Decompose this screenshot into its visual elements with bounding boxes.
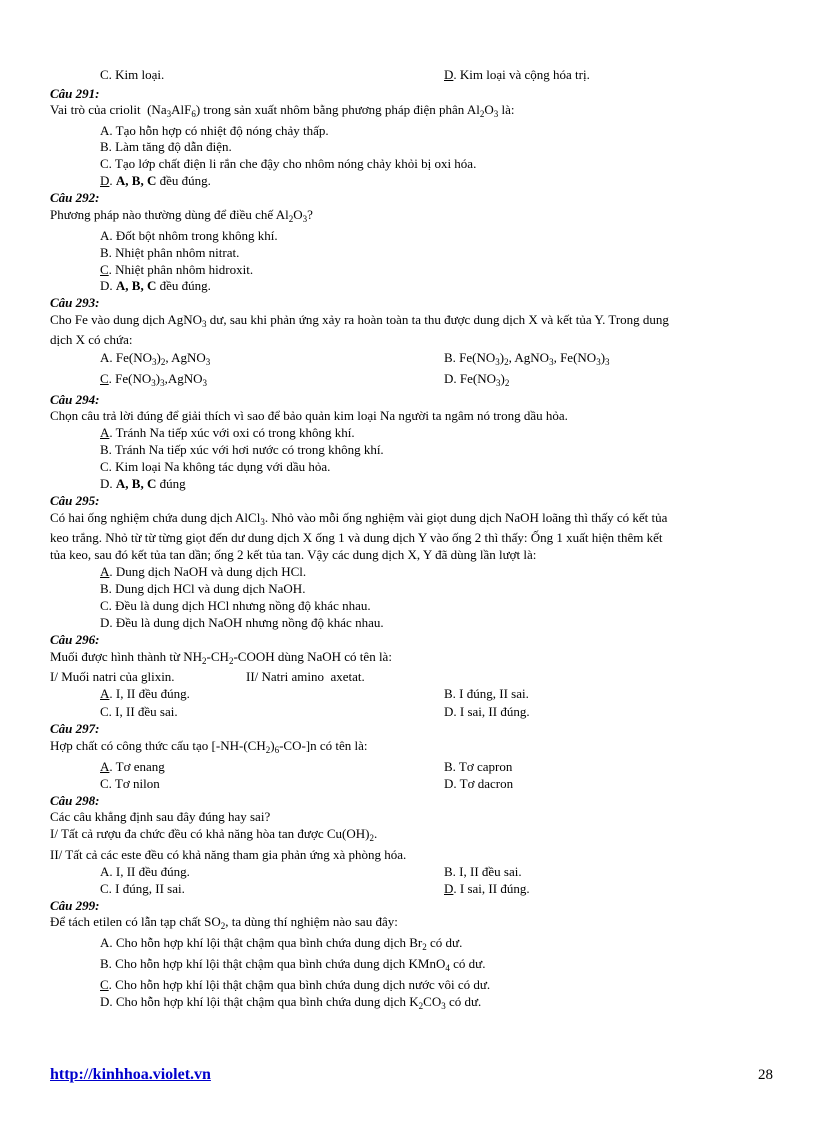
question-heading: Câu 294: [50,392,100,407]
answer-option: C. Đều là dung dịch HCl nhưng nồng độ khác nhau. [100,598,371,613]
question-text: keo trắng. Nhỏ từ từ từng giọt đến dư dung dịch X ống 1 và dung dịch Y vào ống 2 thì thấy: Ống 1 xuất hiện thêm kết [50,530,663,545]
question-heading: Câu 298: [50,793,100,808]
question-text: I/ Muối natri của glixin. [50,669,175,684]
question-heading: Câu 291: [50,86,100,101]
question-text: Phương pháp nào thường dùng để điều chế $Al_2O_3$? [50,207,313,224]
question-text: Hợp chất có công thức cấu tạo $[-NH-(CH_2)_6-CO-]n$ có tên là: [50,738,368,755]
question-text: II/ Natri amino axetat. [246,669,365,684]
answer-option: A. $Fe(NO_3)_2$, AgNO$_3$ [100,350,211,367]
answer-option: D. Tơ dacron [444,776,514,791]
answer-option: B. Tơ capron [444,759,513,774]
answer-option: C. Nhiệt phân nhôm hidroxit. [100,262,254,277]
answer-option: C. I, II đều sai. [100,704,178,719]
answer-option: A. Tránh Na tiếp xúc với oxi có trong không khí. [100,425,355,440]
answer-option: A. Tơ enang [100,759,165,774]
answer-option: D. Cho hỗn hợp khí lội thật chậm qua bình chứa dung dịch $K_2CO_3$ có dư. [100,994,482,1011]
answer-option: B. Dung dịch HCl và dung dịch NaOH. [100,581,306,596]
answer-option: A. Đốt bột nhôm trong không khí. [100,228,278,243]
answer-option: D. A, B, C đều đúng. [100,173,211,188]
footer-link[interactable]: http://kinhhoa.violet.vn [50,1066,211,1083]
answer-option: C. I đúng, II sai. [100,881,185,896]
question-heading: Câu 297: [50,721,100,736]
answer-option: B. I, II đều sai. [444,864,522,879]
answer-option: B. Nhiệt phân nhôm nitrat. [100,245,240,260]
answer-option: C. Tạo lớp chất điện li rắn che đậy cho nhôm nóng chảy khỏi bị oxi hóa. [100,156,477,171]
answer-option: C. Kim loại Na không tác dụng với dầu hỏa. [100,459,331,474]
question-text: dịch X có chứa: [50,332,133,347]
answer-option: A. Tạo hỗn hợp có nhiệt độ nóng chảy thấp. [100,123,329,138]
answer-option: C. Kim loại. [100,67,165,82]
answer-option: B. $Fe(NO_3)_2$, AgNO$_3$, $Fe(NO_3)_3$ [444,350,610,367]
question-text: Cho Fe vào dung dịch AgNO$_3$ dư, sau khi phản ứng xảy ra hoàn toàn ta thu được dung dịch X và kết tủa Y. Trong dung [50,312,669,329]
question-text: Muối được hình thành từ $NH_2-CH_2$-COOH dùng NaOH có tên là: [50,649,392,666]
answer-option: D. Kim loại và cộng hóa trị. [444,67,590,82]
question-text: tủa keo, sau đó kết tủa tan dần; ống 2 kết tủa tan. Vậy các dung dịch X, Y đã dùng lần lượt là: [50,547,537,562]
question-text: Các câu khẳng định sau đây đúng hay sai? [50,809,271,824]
answer-option: B. Làm tăng độ dẫn điện. [100,139,232,154]
question-text: II/ Tất cả các este đều có khả năng tham gia phản ứng xà phòng hóa. [50,847,407,862]
question-heading: Câu 292: [50,190,100,205]
answer-option: C. $Fe(NO_3)_3,AgNO_3$ [100,371,208,388]
answer-option: D. A, B, C đều đúng. [100,278,211,293]
question-heading: Câu 293: [50,295,100,310]
answer-option: A. I, II đều đúng. [100,864,190,879]
question-text: Để tách etilen có lẫn tạp chất $SO_2$, ta dùng thí nghiệm nào sau đây: [50,914,398,931]
question-heading: Câu 295: [50,493,100,508]
question-heading: Câu 296: [50,632,100,647]
answer-option: B. I đúng, II sai. [444,686,529,701]
question-heading: Câu 299: [50,898,100,913]
answer-option: D. A, B, C đúng [100,476,186,491]
question-text: Vai trò của criolit $(Na_3AlF_6)$ trong sản xuất nhôm bằng phương pháp điện phân $Al_2O_3$ là: [50,102,515,119]
answer-option: A. Dung dịch NaOH và dung dịch HCl. [100,564,307,579]
answer-option: C. Cho hỗn hợp khí lội thật chậm qua bình chứa dung dịch nước vôi có dư. [100,977,491,992]
answer-option: A. Cho hỗn hợp khí lội thật chậm qua bình chứa dung dịch $Br_2$ có dư. [100,935,463,952]
question-text: I/ Tất cả rượu đa chức đều có khả năng hòa tan được $Cu(OH)_2$. [50,826,378,843]
page-number: 28 [758,1067,773,1083]
answer-option: D. $Fe(NO_3)_2$ [444,371,510,388]
answer-option: A. I, II đều đúng. [100,686,190,701]
answer-option: B. Cho hỗn hợp khí lội thật chậm qua bình chứa dung dịch KMnO$_4$ có dư. [100,956,486,973]
question-text: Có hai ống nghiệm chứa dung dịch AlCl$_3$. Nhỏ vào mỗi ống nghiệm vài giọt dung dịch NaOH loãng thì thấy có kết tủa [50,510,668,527]
answer-option: D. I sai, II đúng. [444,704,530,719]
answer-option: B. Tránh Na tiếp xúc với hơi nước có trong không khí. [100,442,384,457]
answer-option: D. I sai, II đúng. [444,881,530,896]
answer-option: C. Tơ nilon [100,776,160,791]
question-text: Chọn câu trả lời đúng để giải thích vì sao để bảo quản kim loại Na người ta ngâm nó trong dầu hỏa. [50,408,568,423]
answer-option: D. Đều là dung dịch NaOH nhưng nồng độ khác nhau. [100,615,384,630]
